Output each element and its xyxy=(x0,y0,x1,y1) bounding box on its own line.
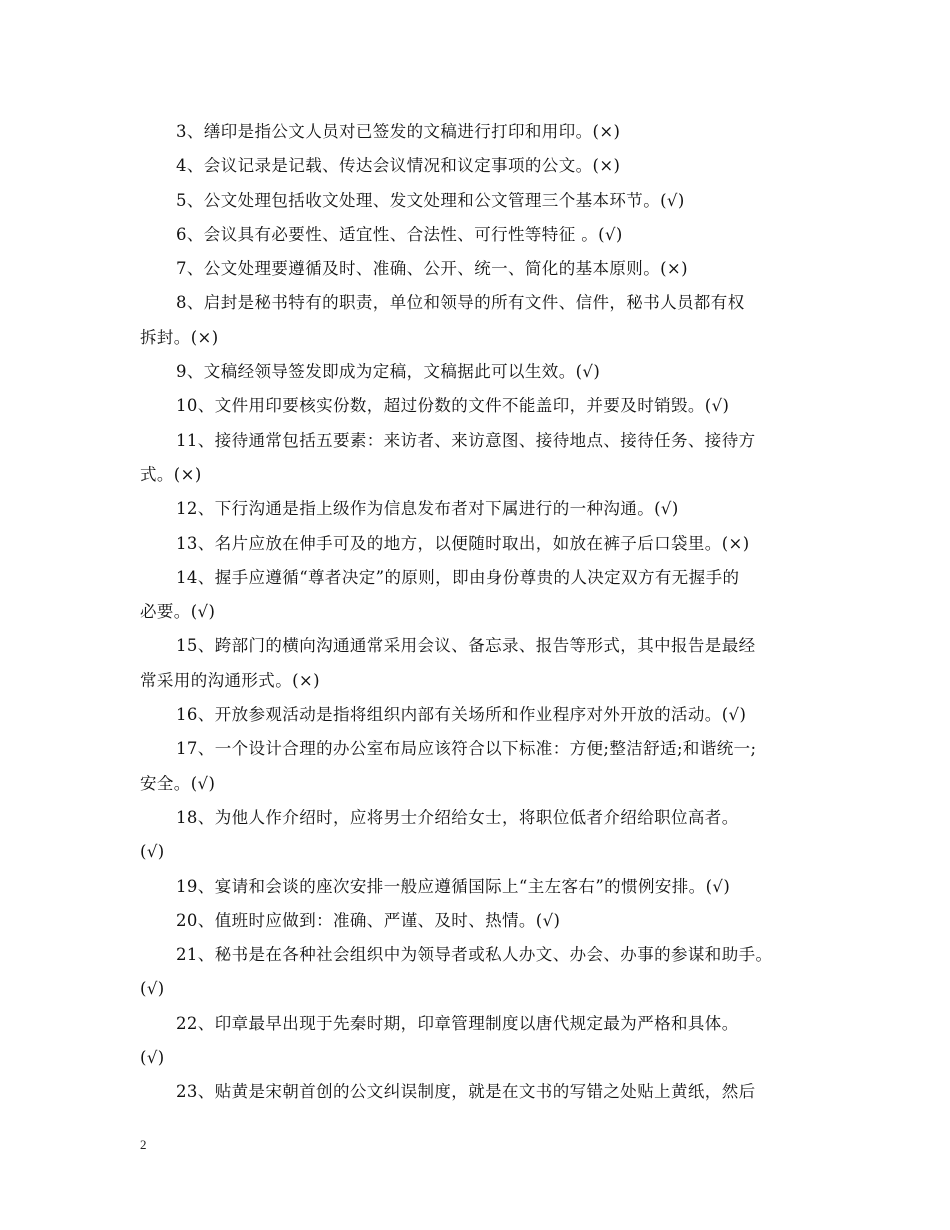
text-line: 4、会议记录是记载、传达会议情况和议定事项的公文。(×) xyxy=(176,156,621,176)
text-line: 5、公文处理包括收文处理、发文处理和公文管理三个基本环节。(√) xyxy=(176,190,685,210)
text-line: 必要。(√) xyxy=(140,602,216,622)
text-line: 12、下行沟通是指上级作为信息发布者对下属进行的一种沟通。(√) xyxy=(176,499,679,519)
text-line: 16、开放参观活动是指将组织内部有关场所和作业程序对外开放的活动。(√) xyxy=(176,705,747,725)
text-line: 9、文稿经领导签发即成为定稿，文稿据此可以生效。(√) xyxy=(176,362,601,382)
text-line: 21、秘书是在各种社会组织中为领导者或私人办文、办会、办事的参谋和助手。 xyxy=(176,945,773,965)
text-line: 10、文件用印要核实份数，超过份数的文件不能盖印，并要及时销毁。(√) xyxy=(176,396,730,416)
text-line: 11、接待通常包括五要素：来访者、来访意图、接待地点、接待任务、接待方 xyxy=(176,430,756,450)
text-line: 20、值班时应做到：准确、严谨、及时、热情。(√) xyxy=(176,910,561,930)
page-number: 2 xyxy=(140,1137,147,1152)
text-line: 式。(×) xyxy=(140,464,202,484)
text-line: 15、跨部门的横向沟通通常采用会议、备忘录、报告等形式，其中报告是最经 xyxy=(176,636,756,656)
text-line: 3、缮印是指公文人员对已签发的文稿进行打印和用印。(×) xyxy=(176,122,621,141)
text-line: 18、为他人作介绍时，应将男士介绍给女士，将职位低者介绍给职位高者。 xyxy=(176,807,739,827)
document-body xyxy=(140,115,810,1110)
text-line: 14、握手应遵循“尊者决定”的原则，即由身份尊贵的人决定双方有无握手的 xyxy=(176,567,740,587)
text-line: (√) xyxy=(140,979,165,999)
text-line: 23、贴黄是宋朝首创的公文纠误制度，就是在文书的写错之处贴上黄纸，然后 xyxy=(176,1082,756,1102)
text-line: 22、印章最早出现于先秦时期，印章管理制度以唐代规定最为严格和具体。 xyxy=(176,1013,739,1033)
text-line: 8、启封是秘书特有的职责，单位和领导的所有文件、信件，秘书人员都有权 xyxy=(176,293,745,313)
text-line: 19、宴请和会谈的座次安排一般应遵循国际上“主左客右”的惯例安排。(√) xyxy=(176,876,731,896)
text-line: 6、会议具有必要性、适宜性、合法性、可行性等特征 。(√) xyxy=(176,224,623,244)
text-line: 17、一个设计合理的办公室布局应该符合以下标准：方便;整洁舒适;和谐统一; xyxy=(176,739,757,759)
text-line: 7、公文处理要遵循及时、准确、公开、统一、简化的基本原则。(×) xyxy=(176,259,688,279)
text-line: 13、名片应放在伸手可及的地方，以便随时取出，如放在裤子后口袋里。(×) xyxy=(176,533,750,553)
text-line: (√) xyxy=(140,1048,165,1068)
text-line: 安全。(√) xyxy=(140,773,216,793)
text-line: 常采用的沟通形式。(×) xyxy=(140,670,320,690)
text-line: 拆封。(×) xyxy=(140,327,219,347)
text-line: (√) xyxy=(140,842,165,862)
